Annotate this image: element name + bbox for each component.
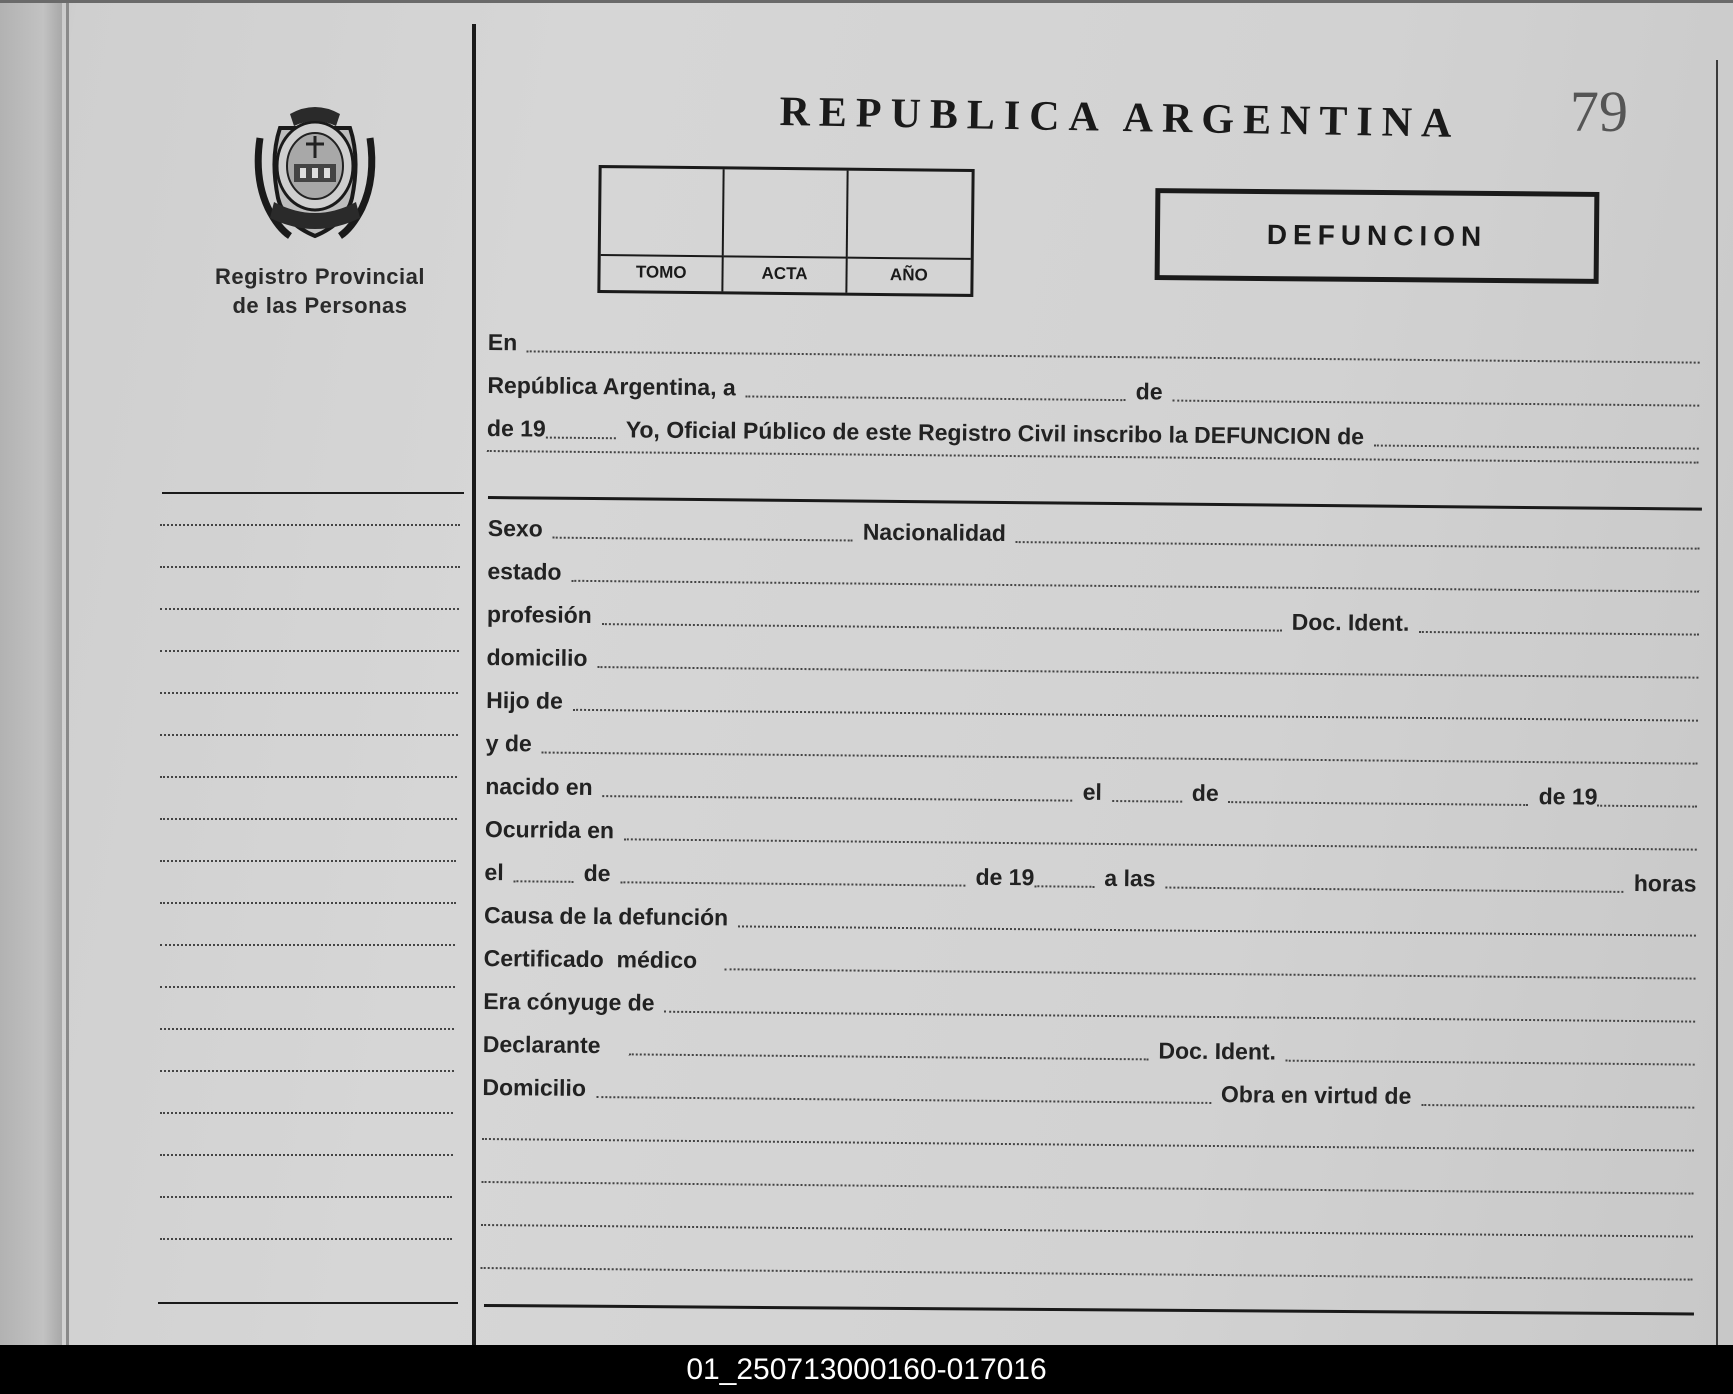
blank-line: [628, 1053, 1148, 1060]
binding-line: [66, 0, 69, 1345]
blank-line: [481, 1267, 1693, 1281]
image-id-caption: 01_250713000160-017016: [0, 1345, 1733, 1394]
margin-note-line: [160, 1196, 452, 1198]
field-label: Era cónyuge de: [483, 987, 655, 1016]
field-label: de: [1191, 779, 1219, 807]
document-title: REPUBLICA ARGENTINA: [779, 88, 1461, 147]
blank-line: [571, 580, 1699, 593]
margin-bottom-rule: [158, 1302, 458, 1304]
blank-line: [1229, 801, 1529, 806]
blank-line: [620, 881, 965, 886]
field-label: de 19: [975, 863, 1035, 891]
binding-edge: [0, 0, 62, 1345]
field-label: horas: [1633, 870, 1697, 897]
field-label: domicilio: [486, 643, 588, 671]
section-separator: [488, 496, 1702, 511]
blank-line: [573, 709, 1698, 722]
field-label: Declarante: [482, 1030, 601, 1059]
registry-name-line-2: de las Personas: [232, 293, 408, 318]
margin-note-line: [160, 902, 456, 904]
blank-line: [1172, 400, 1699, 407]
margin-note-line: [160, 1112, 453, 1114]
acta-value-cell: [724, 169, 848, 256]
row-blank-4: [481, 1239, 1693, 1291]
form-bottom-rule: [484, 1304, 1694, 1315]
blank-line: [542, 752, 1698, 765]
margin-note-line: [160, 650, 459, 652]
blank-line: [481, 1224, 1693, 1238]
field-label: Certificado médico: [483, 944, 698, 974]
margin-top-rule: [162, 492, 464, 494]
page-top-edge: [0, 0, 1733, 3]
blank-line: [546, 437, 616, 440]
right-border: [1716, 60, 1718, 1345]
tomo-value-cell: [601, 168, 725, 255]
blank-line: [527, 350, 1700, 363]
acta-label: ACTA: [724, 255, 848, 292]
margin-note-line: [160, 986, 455, 988]
ano-label: AÑO: [847, 257, 971, 294]
tomo-label: TOMO: [600, 254, 724, 291]
ano-value-cell: [847, 171, 971, 258]
field-label: En: [487, 328, 518, 356]
field-label: Domicilio: [482, 1073, 587, 1101]
blank-line: [1421, 1104, 1694, 1109]
field-label: a las: [1104, 864, 1156, 892]
blank-line: [1016, 541, 1700, 550]
margin-note-line: [160, 608, 459, 610]
margin-note-line: [160, 566, 460, 568]
decedent-fields: [482, 508, 1700, 1109]
blank-line: [1112, 800, 1182, 803]
blank-line: [1419, 631, 1699, 636]
blank-line: [602, 623, 1282, 632]
margin-note-line: [160, 1028, 454, 1030]
margin-note-line: [160, 776, 457, 778]
blank-line: [1286, 1060, 1695, 1066]
field-label: República Argentina, a: [487, 371, 736, 401]
margin-note-line: [160, 1238, 452, 1240]
field-label: de: [583, 859, 611, 887]
blank-line: [624, 838, 1697, 850]
registry-name: [190, 262, 450, 320]
record-type-box: DEFUNCION: [1155, 188, 1600, 284]
field-label: Yo, Oficial Público de este Registro Civil inscribo la DEFUNCION de: [625, 416, 1365, 450]
field-label: de: [1135, 378, 1163, 405]
field-label: el: [484, 858, 504, 886]
field-label: de 19: [1538, 783, 1598, 810]
margin-note-line: [160, 1154, 453, 1156]
page-number: 79: [1570, 79, 1628, 144]
record-reference-box: [597, 165, 974, 297]
blank-line: [738, 925, 1696, 936]
blank-line: [1597, 805, 1697, 808]
margin-divider: [472, 24, 476, 1345]
blank-line: [1374, 445, 1699, 450]
margin-note-line: [160, 734, 458, 736]
blank-line: [596, 1096, 1211, 1104]
blank-line: [1034, 885, 1094, 888]
field-label: Hijo de: [486, 686, 563, 714]
field-label: el: [1082, 778, 1102, 805]
certificate-form: [486, 322, 1700, 450]
field-label: profesión: [486, 600, 592, 629]
blank-line: [482, 1181, 1694, 1195]
blank-line: [603, 795, 1073, 802]
blank-line: [664, 1011, 1695, 1023]
field-label: Causa de la defunción: [483, 901, 729, 931]
field-label: Doc. Ident.: [1291, 608, 1410, 636]
margin-note-line: [160, 524, 460, 526]
blank-line: [482, 1138, 1694, 1152]
field-label: y de: [485, 729, 532, 757]
margin-note-line: [160, 944, 455, 946]
blank-line: [1165, 887, 1623, 893]
field-label: estado: [487, 557, 562, 585]
blank-line: [514, 880, 574, 883]
blank-line: [597, 666, 1698, 679]
field-label: Sexo: [487, 514, 543, 542]
field-label: Nacionalidad: [862, 518, 1007, 546]
margin-note-line: [160, 860, 456, 862]
blank-line: [487, 450, 1699, 464]
field-label: Doc. Ident.: [1158, 1037, 1277, 1065]
field-label: nacido en: [485, 772, 593, 801]
field-label: de 19: [486, 414, 546, 442]
blank-line: [725, 968, 1696, 979]
provincial-seal-icon: [250, 98, 380, 244]
blank-line: [553, 537, 853, 542]
registry-name-line-1: Registro Provincial: [214, 264, 425, 289]
margin-note-line: [160, 1070, 454, 1072]
field-label: Obra en virtud de: [1220, 1081, 1412, 1109]
margin-note-line: [160, 818, 457, 820]
field-label: Ocurrida en: [484, 815, 615, 844]
margin-note-line: [160, 692, 458, 694]
blank-line: [746, 395, 1126, 401]
